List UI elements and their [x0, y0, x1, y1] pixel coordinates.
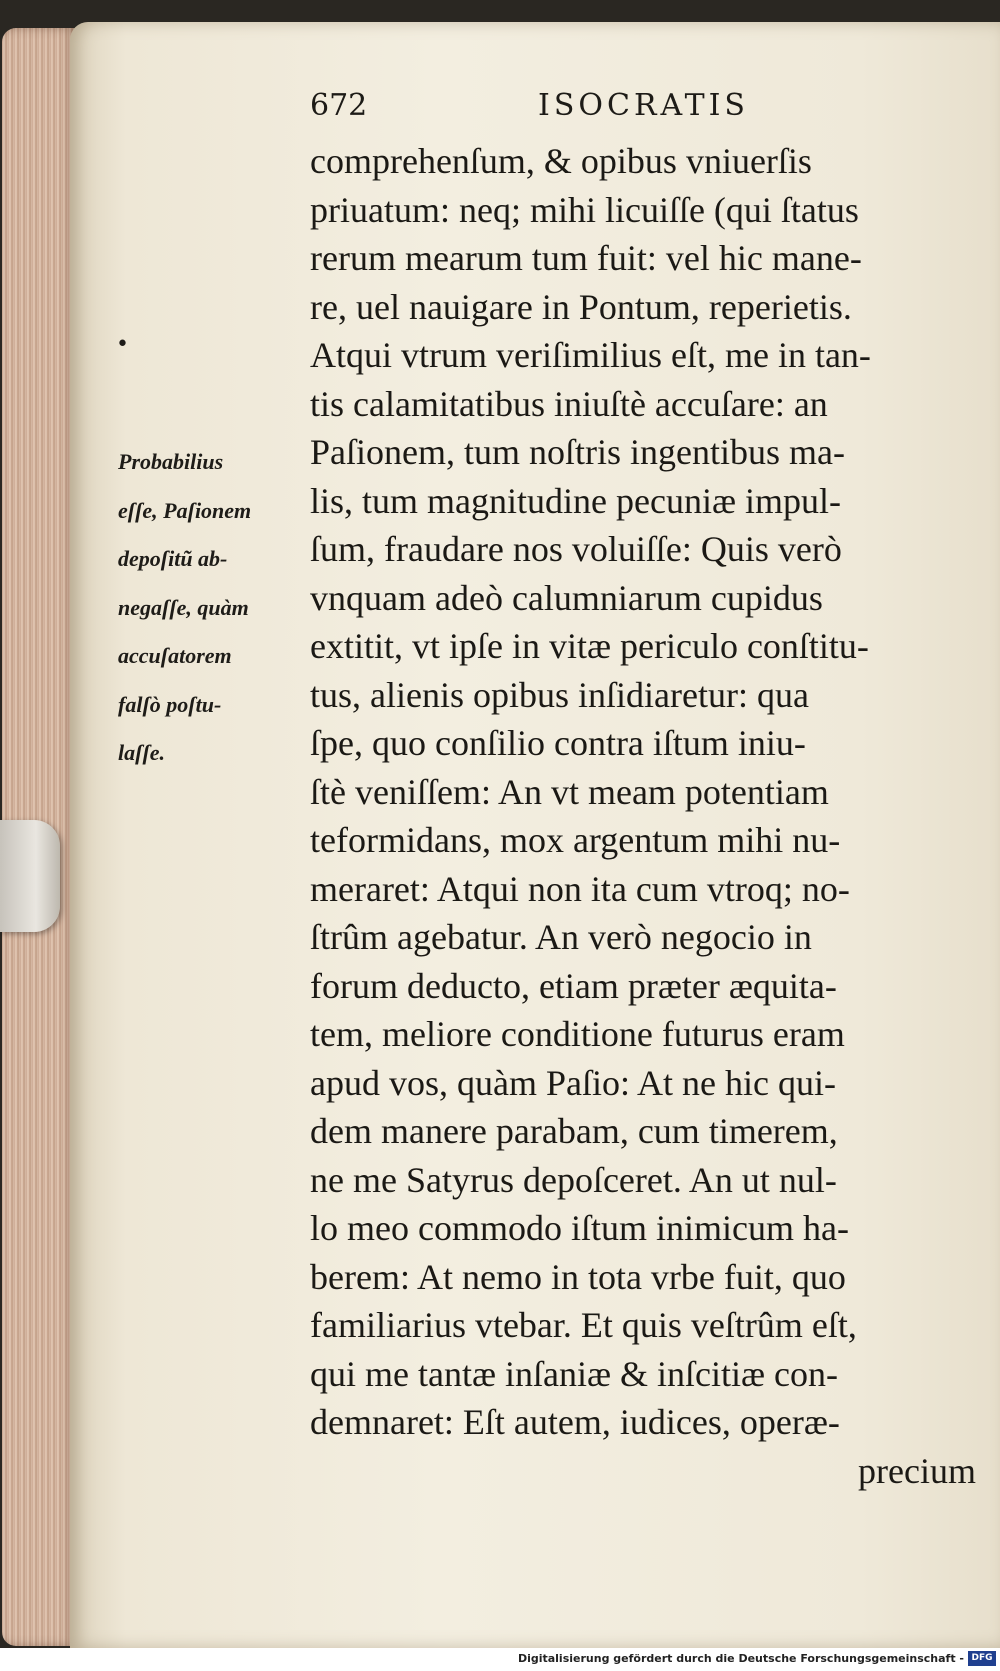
- dfg-logo: DFG: [968, 1651, 996, 1666]
- page-number: 672: [310, 88, 368, 123]
- text-line: lis, tum magnitudine pecuniæ impul-: [310, 480, 841, 521]
- text-line: Paſionem, tum noſtris ingentibus ma-: [310, 432, 845, 472]
- text-line: meraret: Atqui non ita cum vtroq; no-: [310, 868, 850, 909]
- text-line: tis calamitatibus iniuſtè accuſare: an: [310, 383, 828, 424]
- footer-credit: Digitalisierung gefördert durch die Deutsche Forschungsgemeinschaft -: [517, 1652, 964, 1665]
- margin-note: [118, 438, 308, 778]
- text-line: tus, alienis opibus inſidiaretur: qua: [310, 674, 809, 715]
- margin-note-line: accuſatorem: [118, 643, 232, 668]
- margin-note-line: laſſe.: [118, 740, 166, 765]
- text-line: ne me Satyrus depoſceret. An ut nul-: [310, 1159, 837, 1200]
- margin-note-line: falſò poſtu-: [118, 691, 222, 717]
- catchword: precium: [858, 1450, 976, 1491]
- text-line: Atqui vtrum veriſimilius eſt, me in tan-: [310, 335, 871, 375]
- text-line: berem: At nemo in tota vrbe fuit, quo: [310, 1256, 846, 1297]
- text-line: forum deducto, etiam præter æquita-: [310, 965, 837, 1006]
- text-line: ſtrûm agebatur. An verò negocio in: [310, 917, 812, 957]
- body-text: [310, 137, 980, 1495]
- book-clip: [0, 820, 60, 932]
- margin-mark: •: [116, 332, 129, 357]
- margin-note-line: negaſſe, quàm: [118, 594, 249, 620]
- text-line: dem manere parabam, cum timerem,: [310, 1111, 838, 1151]
- text-line: teformidans, mox argentum mihi nu-: [310, 820, 841, 860]
- margin-note-line: depoſitũ ab-: [118, 546, 228, 571]
- text-line: familiarius vtebar. Et quis veſtrûm eſt,: [310, 1305, 857, 1345]
- footer: [0, 1648, 1000, 1671]
- text-line: priuatum: neq; mihi licuiſſe (qui ſtatus: [310, 189, 859, 230]
- margin-note-line: Probabilius: [118, 449, 224, 474]
- text-line: demnaret: Eſt autem, iudices, operæ-: [310, 1402, 840, 1442]
- text-line: qui me tantæ inſaniæ & inſcitiæ con-: [310, 1353, 838, 1394]
- text-line: comprehenſum, & opibus vniuerſis: [310, 141, 812, 181]
- text-line: lo meo commodo iſtum inimicum ha-: [310, 1208, 849, 1248]
- text-line: re, uel nauigare in Pontum, reperietis.: [310, 286, 852, 327]
- text-line: tem, meliore conditione futurus eram: [310, 1014, 845, 1054]
- running-title: ISOCRATIS: [538, 88, 749, 123]
- text-line: rerum mearum tum fuit: vel hic mane-: [310, 238, 862, 278]
- text-line: ſum, fraudare nos voluiſſe: Quis verò: [310, 529, 842, 569]
- text-line: ſtè veniſſem: An vt meam potentiam: [310, 771, 829, 812]
- text-line: extitit, vt ipſe in vitæ periculo conſtitu-: [310, 626, 869, 666]
- text-line: ſpe, quo conſilio contra iſtum iniu-: [310, 723, 806, 763]
- text-line: apud vos, quàm Paſio: At ne hic qui-: [310, 1062, 836, 1103]
- text-line: vnquam adeò calumniarum cupidus: [310, 577, 823, 618]
- margin-note-line: eſſe, Paſionem: [118, 497, 252, 523]
